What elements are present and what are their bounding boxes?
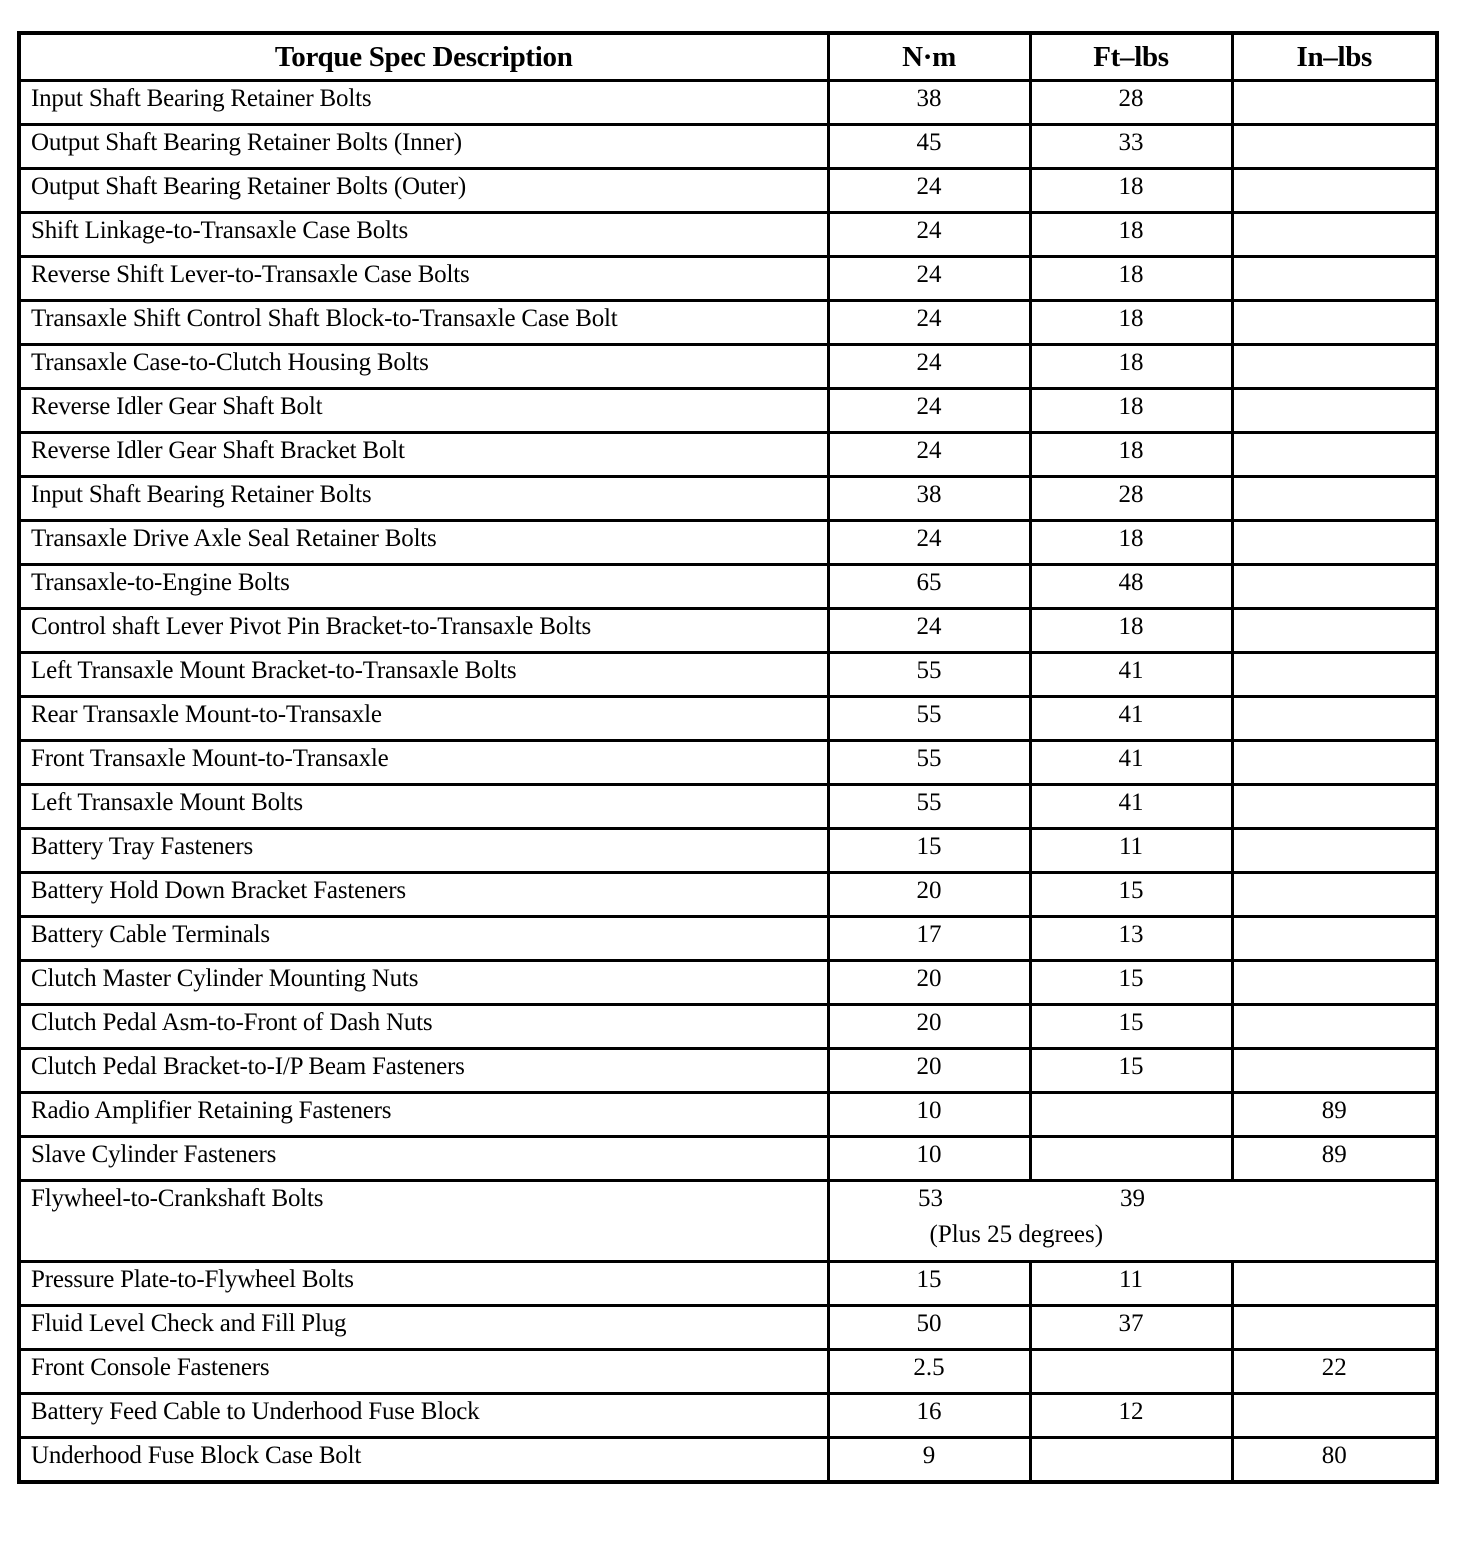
row-description: Left Transaxle Mount Bolts [19, 785, 828, 829]
row-description: Left Transaxle Mount Bracket-to-Transaxle Bolts [19, 653, 828, 697]
row-ft-lbs-value: 11 [1030, 829, 1232, 873]
table-row [19, 213, 1437, 257]
row-description: Reverse Idler Gear Shaft Bracket Bolt [19, 433, 828, 477]
row-ft-lbs-value: 18 [1030, 257, 1232, 301]
row-description: Radio Amplifier Retaining Fasteners [19, 1093, 828, 1137]
row-ft-lbs-value [1030, 1093, 1232, 1137]
row-in-lbs-value [1232, 697, 1437, 741]
table-row [19, 653, 1437, 697]
row-note: (Plus 25 degrees) [929, 1221, 1104, 1248]
row-in-lbs-value [1232, 873, 1437, 917]
table-body-lower [19, 1262, 1437, 1483]
table-row [19, 521, 1437, 565]
row-in-lbs-value [1232, 433, 1437, 477]
table-row [19, 81, 1437, 125]
row-nm-value: 55 [828, 785, 1030, 829]
table-row [19, 1137, 1437, 1181]
row-ft-lbs-value: 18 [1030, 609, 1232, 653]
table-row [19, 301, 1437, 345]
row-ft-lbs-value [1030, 1438, 1232, 1483]
row-nm-value: 55 [828, 653, 1030, 697]
torque-spec-table [17, 31, 1439, 1484]
row-description: Output Shaft Bearing Retainer Bolts (Inner) [19, 125, 828, 169]
row-ft-lbs-value: 18 [1030, 433, 1232, 477]
row-description: Battery Tray Fasteners [19, 829, 828, 873]
table-body-upper [19, 81, 1437, 1181]
table-body-merged [19, 1181, 1437, 1262]
row-description: Input Shaft Bearing Retainer Bolts [19, 81, 828, 125]
row-nm-value: 38 [828, 477, 1030, 521]
merged-value-cell [828, 1181, 1437, 1262]
header-description: Torque Spec Description [19, 33, 828, 81]
row-in-lbs-value [1232, 301, 1437, 345]
row-ft-lbs-value [1030, 1350, 1232, 1394]
row-description: Fluid Level Check and Fill Plug [19, 1306, 828, 1350]
table-row [19, 1350, 1437, 1394]
row-nm-value: 2.5 [828, 1350, 1030, 1394]
row-nm-value: 9 [828, 1438, 1030, 1483]
row-nm-value: 24 [828, 609, 1030, 653]
table-row [19, 169, 1437, 213]
row-ft-lbs-value: 18 [1030, 345, 1232, 389]
table-row [19, 1049, 1437, 1093]
row-in-lbs-value [1232, 345, 1437, 389]
row-in-lbs-value [1232, 1306, 1437, 1350]
table-row [19, 389, 1437, 433]
row-nm-value: 38 [828, 81, 1030, 125]
row-ft-lbs-value: 48 [1030, 565, 1232, 609]
row-in-lbs-value [1232, 81, 1437, 125]
table-row [19, 961, 1437, 1005]
row-ft-lbs-value: 37 [1030, 1306, 1232, 1350]
header-in-lbs: In–lbs [1232, 33, 1437, 81]
row-in-lbs-value: 22 [1232, 1350, 1437, 1394]
header-nm: N·m [828, 33, 1030, 81]
row-in-lbs-value [1232, 521, 1437, 565]
row-ft-lbs-value: 18 [1030, 169, 1232, 213]
row-in-lbs-value [1232, 1049, 1437, 1093]
table-row [19, 1262, 1437, 1306]
row-description: Transaxle Case-to-Clutch Housing Bolts [19, 345, 828, 389]
row-in-lbs-value [1232, 169, 1437, 213]
table-row [19, 697, 1437, 741]
row-nm-value: 20 [828, 873, 1030, 917]
row-ft-lbs-value: 18 [1030, 213, 1232, 257]
row-description: Battery Feed Cable to Underhood Fuse Block [19, 1394, 828, 1438]
row-ft-lbs-value: 41 [1030, 653, 1232, 697]
row-nm-value: 15 [828, 1262, 1030, 1306]
row-ft-lbs-value: 18 [1030, 389, 1232, 433]
header-ft-lbs: Ft–lbs [1030, 33, 1232, 81]
row-nm-value: 24 [828, 433, 1030, 477]
table-row [19, 1093, 1437, 1137]
row-in-lbs-value [1232, 829, 1437, 873]
row-nm-value: 53 [918, 1185, 943, 1212]
row-ft-lbs-value: 33 [1030, 125, 1232, 169]
row-ft-lbs-value: 12 [1030, 1394, 1232, 1438]
row-in-lbs-value [1232, 609, 1437, 653]
row-nm-value: 45 [828, 125, 1030, 169]
row-in-lbs-value [1232, 1394, 1437, 1438]
row-nm-value: 24 [828, 257, 1030, 301]
row-description: Slave Cylinder Fasteners [19, 1137, 828, 1181]
row-ft-lbs-value: 28 [1030, 81, 1232, 125]
row-nm-value: 24 [828, 389, 1030, 433]
row-nm-value: 15 [828, 829, 1030, 873]
row-in-lbs-value [1232, 961, 1437, 1005]
table-row [19, 345, 1437, 389]
table-row-flywheel [19, 1181, 1437, 1262]
table-row [19, 565, 1437, 609]
row-in-lbs-value: 89 [1232, 1137, 1437, 1181]
row-in-lbs-value [1232, 125, 1437, 169]
row-description: Transaxle Drive Axle Seal Retainer Bolts [19, 521, 828, 565]
row-in-lbs-value [1232, 917, 1437, 961]
row-description: Clutch Pedal Asm-to-Front of Dash Nuts [19, 1005, 828, 1049]
row-nm-value: 55 [828, 741, 1030, 785]
row-ft-lbs-value: 28 [1030, 477, 1232, 521]
row-description: Front Transaxle Mount-to-Transaxle [19, 741, 828, 785]
row-ft-lbs-value: 11 [1030, 1262, 1232, 1306]
row-in-lbs-value [1232, 565, 1437, 609]
row-in-lbs-value [1232, 741, 1437, 785]
row-description: Battery Cable Terminals [19, 917, 828, 961]
row-ft-lbs-value: 15 [1030, 873, 1232, 917]
row-description: Underhood Fuse Block Case Bolt [19, 1438, 828, 1483]
header-row [19, 33, 1437, 81]
row-description: Shift Linkage-to-Transaxle Case Bolts [19, 213, 828, 257]
row-nm-value: 20 [828, 1049, 1030, 1093]
row-description: Reverse Idler Gear Shaft Bolt [19, 389, 828, 433]
row-in-lbs-value [1232, 477, 1437, 521]
row-nm-value: 65 [828, 565, 1030, 609]
row-description: Clutch Pedal Bracket-to-I/P Beam Fasteners [19, 1049, 828, 1093]
row-ft-lbs-value: 18 [1030, 521, 1232, 565]
row-nm-value: 16 [828, 1394, 1030, 1438]
row-ft-lbs-value: 15 [1030, 1049, 1232, 1093]
row-ft-lbs-value: 41 [1030, 697, 1232, 741]
table-row [19, 917, 1437, 961]
table-row [19, 1005, 1437, 1049]
row-description: Output Shaft Bearing Retainer Bolts (Outer) [19, 169, 828, 213]
row-in-lbs-value [1232, 785, 1437, 829]
row-in-lbs-value: 80 [1232, 1438, 1437, 1483]
row-ft-lbs-value: 39 [1120, 1185, 1145, 1212]
table-row [19, 1438, 1437, 1483]
row-in-lbs-value: 89 [1232, 1093, 1437, 1137]
row-in-lbs-value [1232, 653, 1437, 697]
row-nm-value: 50 [828, 1306, 1030, 1350]
row-nm-value: 20 [828, 961, 1030, 1005]
row-in-lbs-value [1232, 1262, 1437, 1306]
row-description: Transaxle-to-Engine Bolts [19, 565, 828, 609]
row-description: Input Shaft Bearing Retainer Bolts [19, 477, 828, 521]
row-nm-value: 17 [828, 917, 1030, 961]
table-row [19, 873, 1437, 917]
table-row [19, 829, 1437, 873]
row-nm-value: 24 [828, 345, 1030, 389]
row-description: Front Console Fasteners [19, 1350, 828, 1394]
row-nm-value: 20 [828, 1005, 1030, 1049]
row-in-lbs-value [1232, 389, 1437, 433]
table-row [19, 257, 1437, 301]
row-ft-lbs-value [1030, 1137, 1232, 1181]
row-nm-value: 10 [828, 1093, 1030, 1137]
table-row [19, 1394, 1437, 1438]
table-row [19, 609, 1437, 653]
row-in-lbs-value [1232, 1005, 1437, 1049]
row-ft-lbs-value: 15 [1030, 1005, 1232, 1049]
row-in-lbs-value [1232, 257, 1437, 301]
table-row [19, 433, 1437, 477]
table-row [19, 741, 1437, 785]
row-ft-lbs-value: 41 [1030, 741, 1232, 785]
table-row [19, 1306, 1437, 1350]
row-nm-value: 24 [828, 169, 1030, 213]
row-nm-value: 24 [828, 213, 1030, 257]
row-nm-value: 10 [828, 1137, 1030, 1181]
row-nm-value: 24 [828, 521, 1030, 565]
row-ft-lbs-value: 15 [1030, 961, 1232, 1005]
row-description: Clutch Master Cylinder Mounting Nuts [19, 961, 828, 1005]
row-description: Pressure Plate-to-Flywheel Bolts [19, 1262, 828, 1306]
table-row [19, 785, 1437, 829]
row-ft-lbs-value: 41 [1030, 785, 1232, 829]
row-nm-value: 55 [828, 697, 1030, 741]
row-in-lbs-value [1232, 213, 1437, 257]
row-ft-lbs-value: 18 [1030, 301, 1232, 345]
row-description: Battery Hold Down Bracket Fasteners [19, 873, 828, 917]
row-description: Rear Transaxle Mount-to-Transaxle [19, 697, 828, 741]
row-description: Flywheel-to-Crankshaft Bolts [19, 1181, 828, 1262]
row-description: Transaxle Shift Control Shaft Block-to-Transaxle Case Bolt [19, 301, 828, 345]
merged-values [830, 1182, 1436, 1216]
table-row [19, 125, 1437, 169]
row-ft-lbs-value: 13 [1030, 917, 1232, 961]
row-description: Control shaft Lever Pivot Pin Bracket-to-Transaxle Bolts [19, 609, 828, 653]
row-nm-value: 24 [828, 301, 1030, 345]
table-row [19, 477, 1437, 521]
row-description: Reverse Shift Lever-to-Transaxle Case Bolts [19, 257, 828, 301]
